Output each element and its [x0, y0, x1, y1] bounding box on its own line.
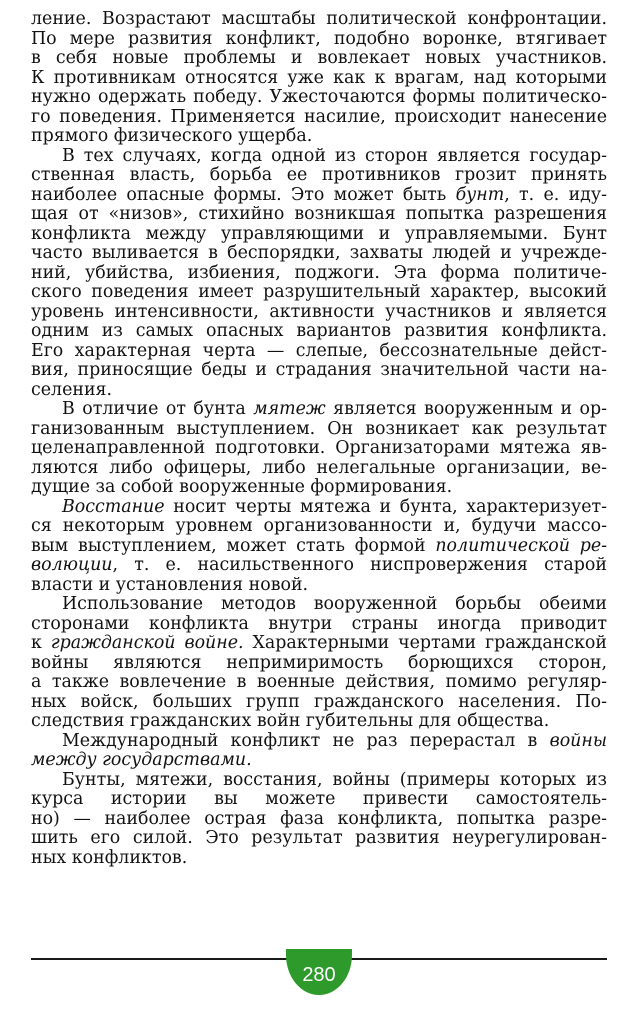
text-run: прямого физического ущерба.	[31, 126, 313, 146]
text-line	[31, 361, 607, 381]
text-run: курса истории вы можете привести самостоятель-	[31, 789, 607, 809]
text-line	[31, 576, 607, 596]
text-line	[31, 439, 607, 459]
text-line	[31, 537, 607, 557]
text-line	[31, 225, 607, 245]
italic-term: политической ре-	[435, 535, 607, 556]
text-line	[31, 244, 607, 264]
text-run: селения.	[31, 379, 113, 400]
italic-term: между государствами.	[31, 750, 252, 770]
text-run: власти и установления новой.	[31, 574, 309, 595]
text-line	[31, 322, 607, 342]
text-line	[31, 829, 607, 849]
italic-term: бунт	[455, 184, 505, 205]
text-run: ся некоторым уровнем организованности и, будучи массо-	[31, 516, 607, 536]
page-number-badge	[286, 949, 352, 995]
text-line	[31, 264, 607, 284]
text-line	[31, 459, 607, 479]
text-line	[31, 810, 607, 830]
text-line	[31, 303, 607, 323]
text-line	[31, 10, 607, 30]
text-line	[31, 517, 607, 537]
text-run: , т. е. насильственного ниспровержения старой	[112, 555, 607, 575]
text-run: нужно одержать победу. Ужесточаются формы политическо-	[31, 87, 607, 107]
text-run: ганизованным выступлением. Он возникает как результат	[31, 418, 607, 439]
text-run: войны являются непримиримость борющихся сторон,	[31, 652, 607, 673]
text-run: а также вовлечение в военные действия, помимо регуляр-	[31, 672, 607, 692]
text-run: В отличие от бунта	[62, 399, 254, 419]
text-line	[31, 381, 607, 401]
page-body-text	[31, 10, 607, 868]
text-run: одним из самых опасных вариантов развития конфликта.	[31, 321, 607, 341]
text-run: В тех случаях, когда одной из сторон является государ-	[62, 145, 607, 166]
text-run: шить его силой. Это результат развития неурегулирован-	[31, 828, 607, 848]
text-line	[31, 712, 607, 732]
italic-term: Восстание	[62, 496, 165, 517]
text-run: дущие за собой вооруженные формирования.	[31, 477, 453, 497]
text-line	[31, 88, 607, 108]
text-run: ляются либо офицеры, либо нелегальные организации, ве-	[31, 457, 607, 478]
text-run: Его характерная черта — слепые, бессознательные дейст-	[31, 340, 607, 361]
text-run: вия, приносящие беды и страдания значительной части на-	[31, 360, 607, 380]
text-run: целенаправленной подготовки. Организаторами мятежа яв-	[31, 438, 607, 458]
text-run: вым выступлением, может стать формой	[31, 535, 436, 556]
text-line	[31, 673, 607, 693]
text-line	[31, 654, 607, 674]
italic-term: волюции	[31, 555, 113, 575]
text-run: , т. е. иду-	[504, 184, 607, 205]
text-line	[31, 127, 607, 147]
text-line	[31, 849, 607, 869]
text-run: ных войск, больших групп гражданского населения. По-	[31, 691, 607, 712]
text-run: сторонами конфликта внутри страны иногда приводит	[31, 613, 607, 634]
text-run: является вооруженным и ор-	[325, 399, 607, 419]
text-line	[31, 205, 607, 225]
text-line	[31, 49, 607, 69]
text-line	[31, 283, 607, 303]
text-run: в себя новые проблемы и вовлекает новых участников.	[31, 48, 607, 68]
text-run: наиболее опасные формы. Это может быть	[31, 184, 456, 205]
text-line	[31, 751, 607, 771]
text-line	[31, 69, 607, 89]
text-line	[31, 732, 607, 752]
text-line	[31, 186, 607, 206]
page-number: 280	[302, 963, 336, 986]
text-run: Характерными чертами гражданской	[243, 633, 607, 653]
text-line	[31, 556, 607, 576]
text-run: щая от «низов», стихийно возникшая попытка разрешения	[31, 204, 607, 224]
text-line	[31, 615, 607, 635]
text-run: уровень интенсивности, активности участников и является	[31, 301, 607, 322]
text-run: Использование методов вооруженной борьбы обеими	[62, 594, 607, 614]
text-line	[31, 400, 607, 420]
text-line	[31, 498, 607, 518]
text-line	[31, 693, 607, 713]
text-line	[31, 634, 607, 654]
text-run: носит черты мятежа и бунта, характеризует-	[164, 496, 607, 517]
italic-term: мятеж	[253, 399, 326, 419]
text-run: часто выливается в беспорядки, захваты людей и учрежде-	[31, 243, 607, 263]
text-run: Бунты, мятежи, восстания, войны (примеры которых из	[62, 769, 607, 790]
text-run: ственная власть, борьба ее противников грозит принять	[31, 165, 607, 185]
text-run: но) — наиболее острая фаза конфликта, попытка разре-	[31, 808, 607, 829]
text-line	[31, 478, 607, 498]
text-line	[31, 595, 607, 615]
text-line	[31, 108, 607, 128]
text-run: ского поведения имеет разрушительный характер, высокий	[31, 282, 607, 302]
text-line	[31, 147, 607, 167]
text-run: конфликта между управляющими и управляемыми. Бунт	[31, 223, 607, 244]
text-run: го поведения. Применяется насилие, происходит нанесение	[31, 106, 607, 127]
text-run: к	[31, 633, 51, 653]
text-line	[31, 790, 607, 810]
text-line	[31, 30, 607, 50]
text-run: По мере развития конфликт, подобно воронке, втягивает	[31, 28, 607, 49]
text-run: ний, убийства, избиения, поджоги. Эта форма политиче-	[31, 262, 607, 283]
text-run: ление. Возрастают масштабы политической конфронтации.	[31, 9, 607, 29]
text-line	[31, 342, 607, 362]
text-line	[31, 771, 607, 791]
italic-term: гражданской войне.	[50, 633, 244, 653]
text-line	[31, 166, 607, 186]
text-run: К противникам относятся уже как к врагам, над которыми	[31, 67, 607, 88]
text-run: Международный конфликт не раз перерастал в	[62, 730, 550, 751]
text-run: ных конфликтов.	[31, 847, 188, 868]
text-run: следствия гражданских войн губительны для общества.	[31, 711, 550, 731]
italic-term: войны	[549, 730, 607, 751]
text-line	[31, 420, 607, 440]
